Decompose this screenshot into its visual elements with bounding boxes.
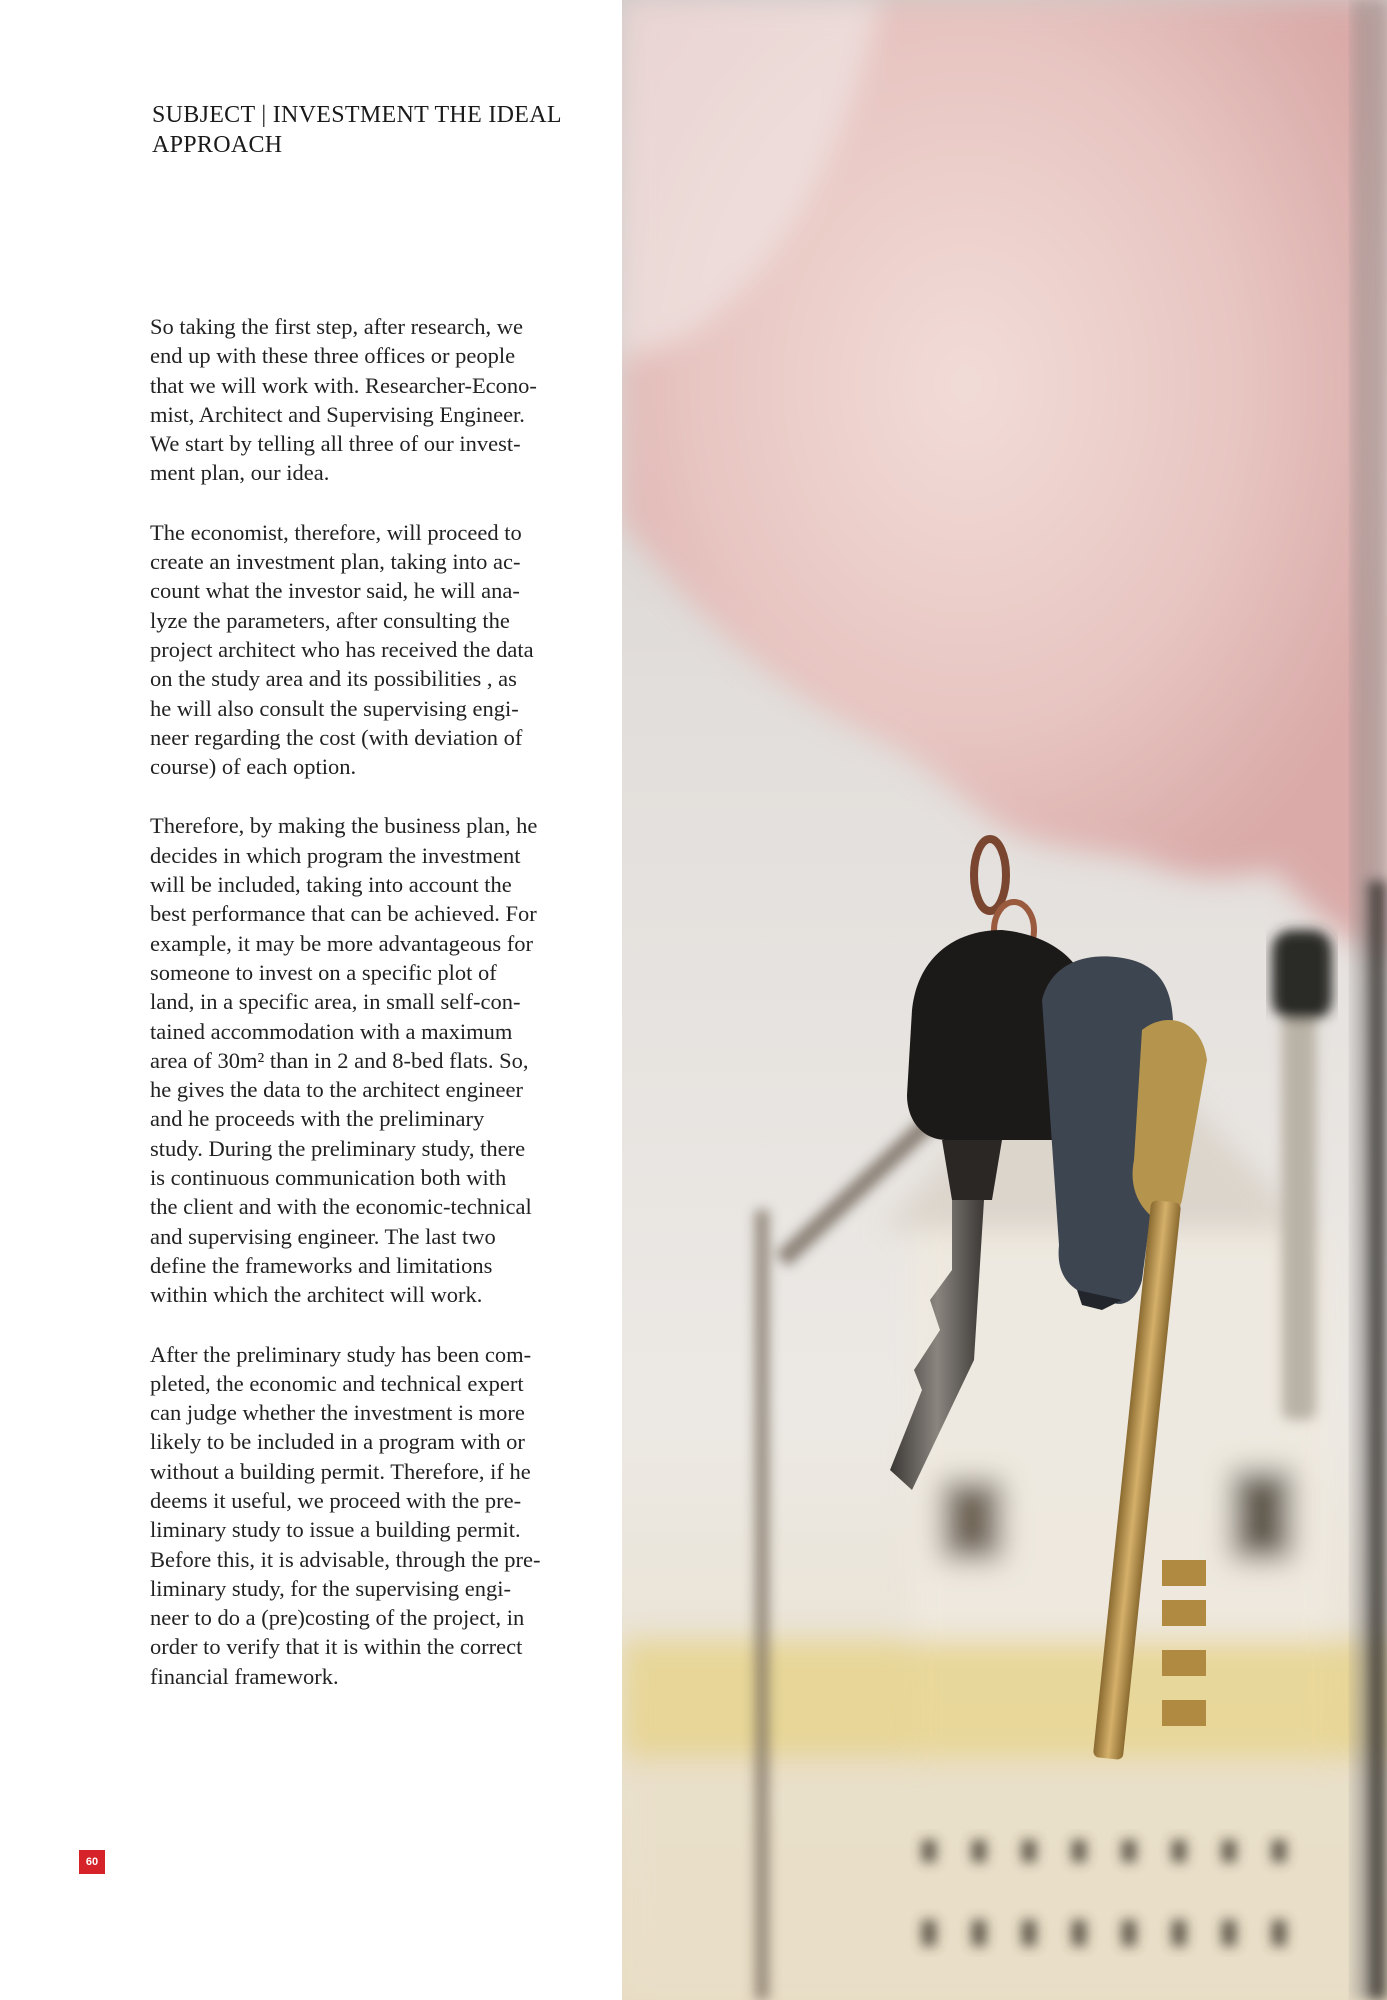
subject-heading bbox=[152, 100, 622, 160]
paragraph-3: Therefore, by making the business plan, he decides in which program the investment will be included, taking into account the best performance that can be achieved. For example, it may be more advantageous for someone to invest on a specific plot of land, in a specific area, in small self-con- tained accommodation with a maximum area of 30m² than in 2 and 8-bed flats. So, he gives the data to the architect engineer and he proceeds with the preliminary study. During the preliminary study, there is continuous communication both with the client and with the economic-technical and supervising engineer. The last two define the frameworks and limitations within which the architect will work. bbox=[150, 813, 538, 1308]
keys-photo bbox=[622, 0, 1387, 2000]
subject-text: SUBJECT | INVESTMENT THE IDEAL APPROACH bbox=[152, 102, 562, 158]
article-body bbox=[150, 312, 620, 1721]
paragraph-1: So taking the first step, after research, we end up with these three offices or people that we will work with. Researcher-Econo- mist, Architect and Supervising Engineer. We start by telling all three of our invest- ment plan, our idea. bbox=[150, 314, 537, 486]
paragraph-4: After the preliminary study has been com- pleted, the economic and technical expert can judge whether the investment is more likely to be included in a program with or without a building permit. Therefore, if he deems it useful, we proceed with the pre- liminary study to issue a building permit. Before this, it is advisable, through the pre- liminary study, for the supervising engi- neer to do a (pre)costing of the project, in order to verify that it is within the correct financial framework. bbox=[150, 1341, 541, 1689]
keys-photo-illustration bbox=[622, 0, 1387, 2000]
paragraph-2: The economist, therefore, will proceed to create an investment plan, taking into ac- count what the investor said, he will ana- lyze the parameters, after consulting the project architect who has received the data on the study area and its possibilities , as he will also consult the supervising engi- neer regarding the cost (with deviation of course) of each option. bbox=[150, 519, 534, 780]
page-number-badge: 60 bbox=[79, 1850, 105, 1874]
